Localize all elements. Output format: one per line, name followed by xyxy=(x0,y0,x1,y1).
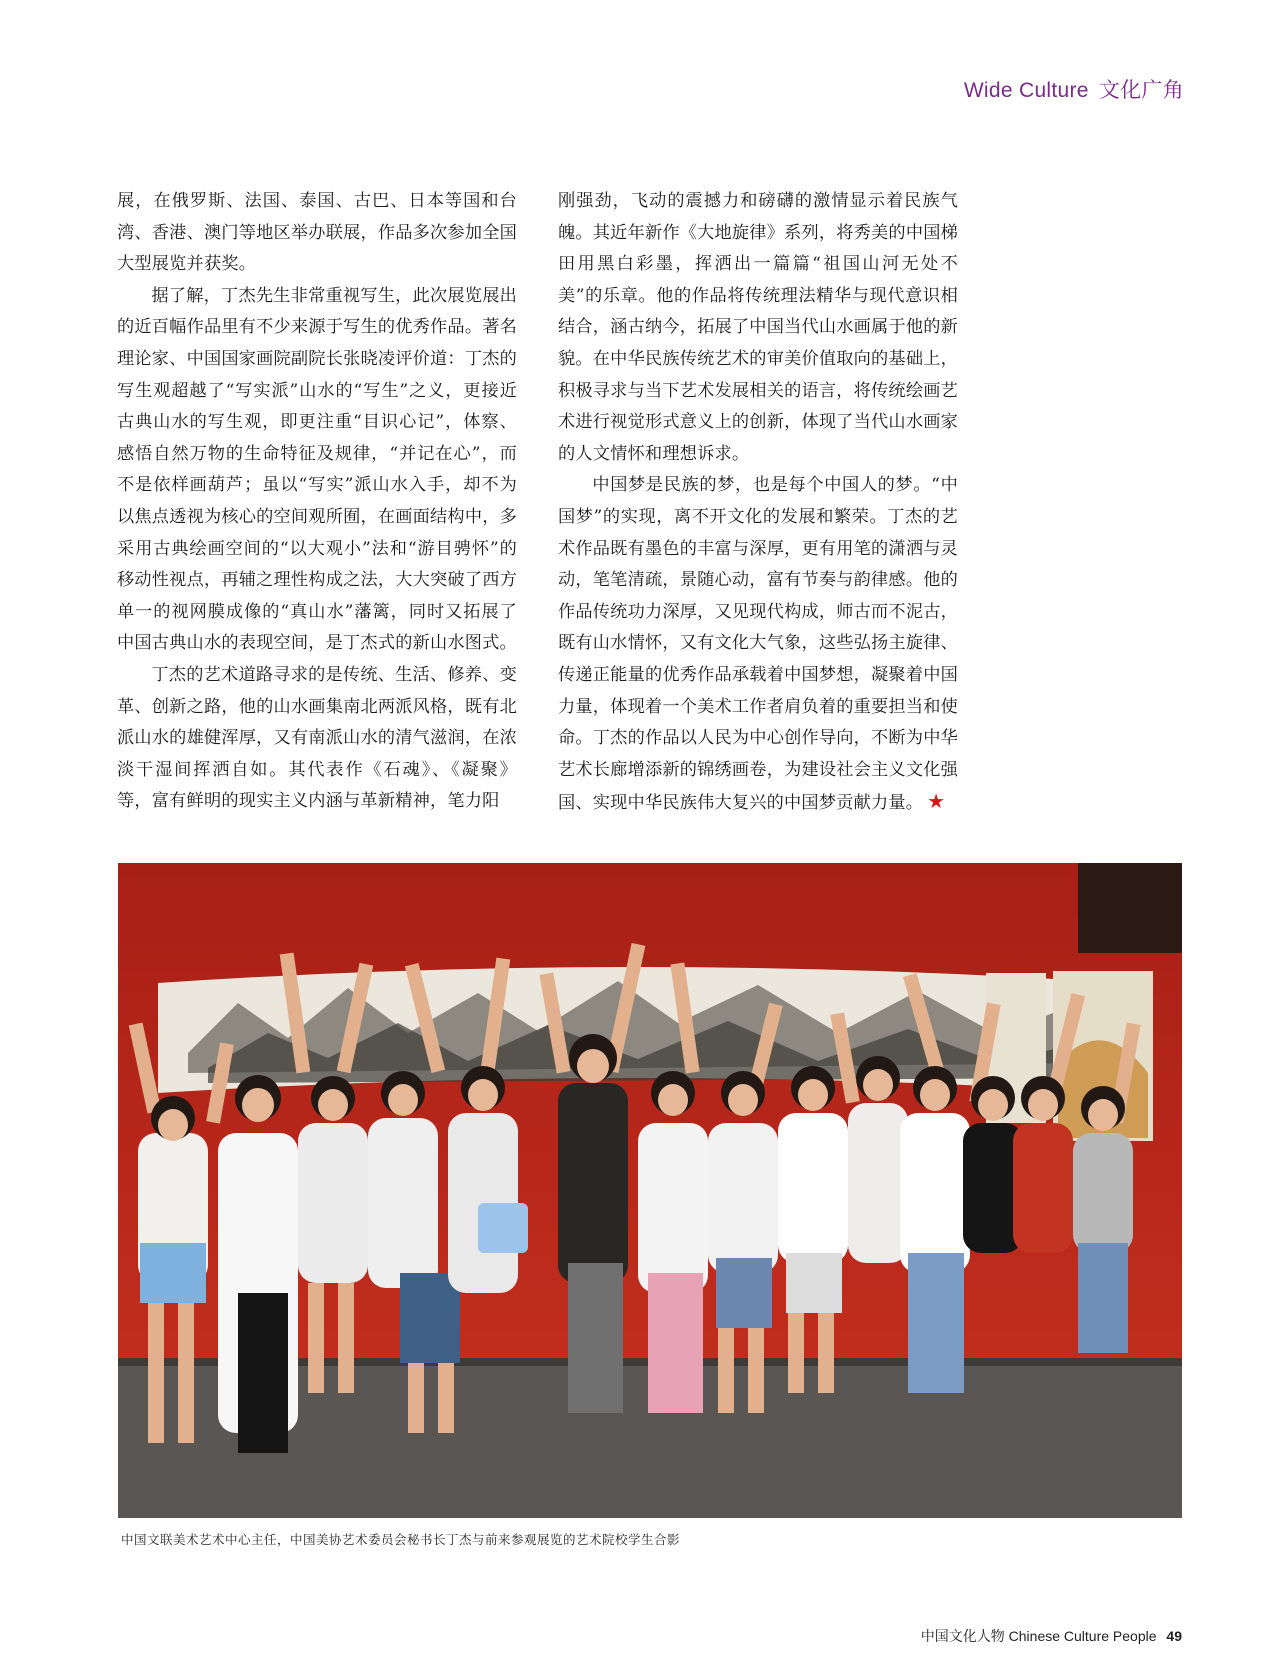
paragraph: 据了解，丁杰先生非常重视写生，此次展览展出的近百幅作品里有不少来源于写生的优秀作品。著名理论家、中国国家画院副院长张晓凌评价道：丁杰的写生观超越了“写实派”山水的“写生”之义，更接近古典山水的写生观，即更注重“目识心记”，体察、感悟自然万物的生命特征及规律，“并记在心”，而不是依样画葫芦；虽以“写实”派山水入手，却不为以焦点透视为核心的空间观所囿，在画面结构中，多采用古典绘画空间的“以大观小”法和“游目骋怀”的移动性视点，再辅之理性构成之法，大大突破了西方单一的视网膜成像的“真山水”藩篱，同时又拓展了中国古典山水的表现空间，是丁杰式的新山水图式。 xyxy=(117,285,517,654)
magazine-name-en: Chinese Culture People xyxy=(1008,1628,1157,1644)
page-number: 49 xyxy=(1166,1628,1182,1644)
paragraph: 刚强劲，飞动的震撼力和磅礴的激情显示着民族气魄。其近年新作《大地旋律》系列，将秀美的中国梯田用黑白彩墨，挥洒出一篇篇“祖国山河无处不美”的乐章。他的作品将传统理法精华与现代意识相结合，涵古纳今，拓展了中国当代山水画属于他的新貌。在中华民族传统艺术的审美价值取向的基础上，积极寻求与当下艺术发展相关的语言，将传统绘画艺术进行视觉形式意义上的创新，体现了当代山水画家的人文情怀和理想诉求。 xyxy=(558,191,958,464)
article-left-column xyxy=(117,186,517,818)
group-photo xyxy=(118,863,1182,1518)
paragraph-text: 中国梦是民族的梦，也是每个中国人的梦。“中国梦”的实现，离不开文化的发展和繁荣。丁杰的艺术作品既有墨色的丰富与深厚，更有用笔的潇洒与灵动，笔笔清疏，景随心动，富有节奏与韵律感。他的作品传统功力深厚，又见现代构成，师古而不泥古，既有山水情怀，又有文化大气象，这些弘扬主旋律、传递正能量的优秀作品承载着中国梦想，凝聚着中国力量，体现着一个美术工作者肩负着的重要担当和使命。丁杰的作品以人民为中心创作导向，不断为中华艺术长廊增添新的锦绣画卷，为建设社会主义文化强国、实现中华民族伟大复兴的中国梦贡献力量。 xyxy=(558,475,958,814)
paragraph: 展，在俄罗斯、法国、泰国、古巴、日本等国和台湾、香港、澳门等地区举办联展，作品多次参加全国大型展览并获奖。 xyxy=(117,191,517,275)
end-star-icon: ★ xyxy=(927,789,946,814)
paragraph: 丁杰的艺术道路寻求的是传统、生活、修养、变革、创新之路，他的山水画集南北两派风格，既有北派山水的雄健浑厚，又有南派山水的清气滋润，在浓淡干湿间挥洒自如。其代表作《石魂》、《凝聚》等，富有鲜明的现实主义内涵与革新精神，笔力阳 xyxy=(117,664,517,812)
paragraph-final xyxy=(558,470,958,820)
header-english: Wide Culture xyxy=(963,79,1089,102)
group-photo-illustration xyxy=(118,863,1182,1518)
page-footer xyxy=(921,1626,1182,1646)
photo-caption: 中国文联美术艺术中心主任，中国美协艺术委员会秘书长丁杰与前来参观展览的艺术院校学生合影 xyxy=(121,1532,681,1547)
header-chinese: 文化广角 xyxy=(1098,78,1184,102)
article-right-column xyxy=(558,186,958,820)
section-header xyxy=(964,74,1184,104)
magazine-name-cn: 中国文化人物 xyxy=(920,1629,1005,1645)
